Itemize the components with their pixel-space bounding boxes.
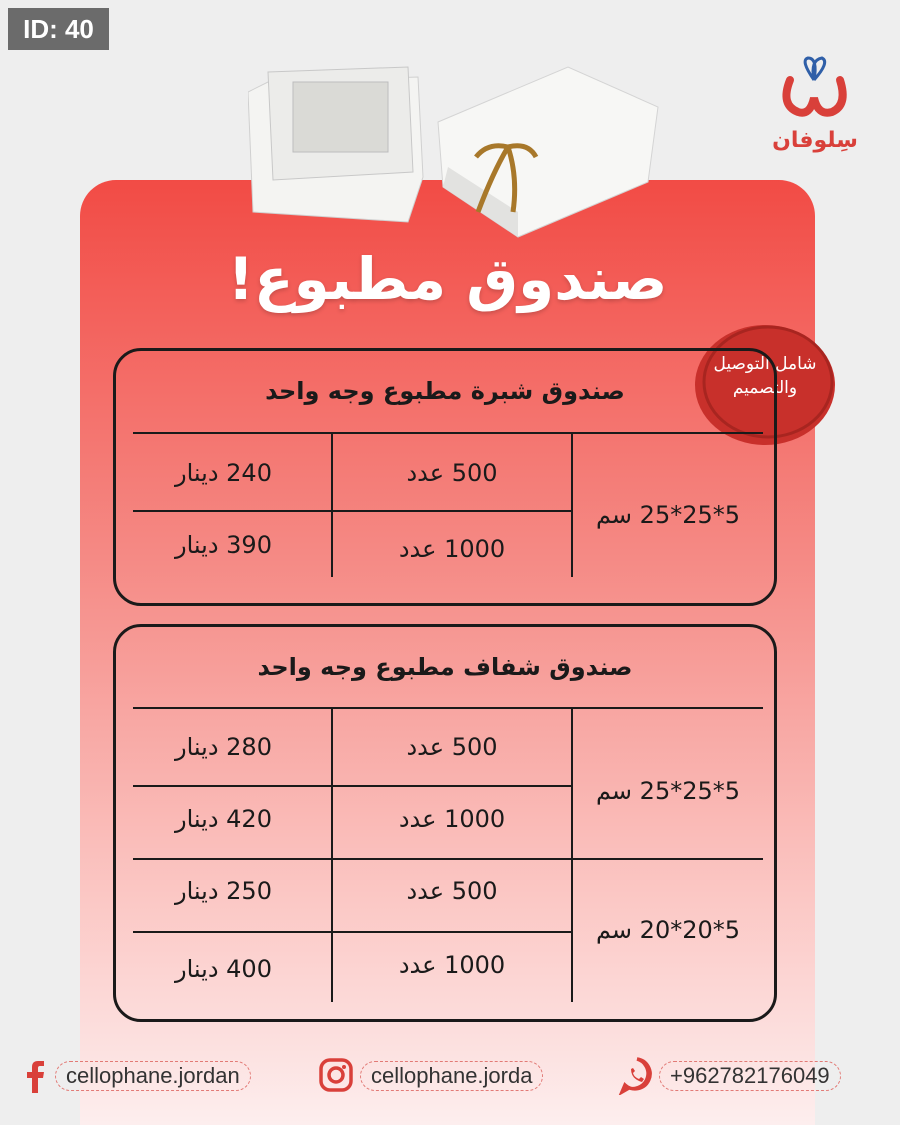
brand-logo: [770, 50, 860, 160]
price-table-1: [113, 348, 777, 606]
table-1-size: 5*25*25 سم: [595, 501, 741, 529]
product-boxes-image: [248, 62, 668, 242]
gift-logo-icon: [770, 50, 860, 130]
stamp-line-1: شامل التوصيل: [713, 354, 817, 374]
page-title: صندوق مطبوع!: [227, 245, 668, 313]
whatsapp-number: +962782176049: [659, 1061, 841, 1091]
table-1-title: صندوق شبرة مطبوع وجه واحد: [265, 377, 625, 405]
table-2-size-1: 5*25*25 سم: [595, 777, 741, 805]
table-2-price-1: 280 دينار: [175, 733, 272, 761]
whatsapp-link[interactable]: [617, 1055, 879, 1095]
price-table-2: [113, 624, 777, 1022]
table-2-price-4: 400 دينار: [175, 955, 272, 983]
facebook-handle: cellophane.jordan: [55, 1061, 251, 1091]
instagram-link[interactable]: [318, 1055, 583, 1095]
table-1-qty-1: 500 عدد: [406, 459, 498, 487]
facebook-link[interactable]: [20, 1055, 280, 1095]
table-2-title: صندوق شفاف مطبوع وجه واحد: [257, 653, 633, 681]
whatsapp-icon: [617, 1055, 657, 1095]
id-badge: ID: 40: [8, 8, 109, 50]
logo-text: سِلوفان: [772, 128, 858, 153]
table-1-qty-2: 1000 عدد: [398, 535, 506, 563]
table-2-qty-3: 500 عدد: [406, 877, 498, 905]
table-2-qty-4: 1000 عدد: [398, 951, 506, 979]
table-2-size-2: 5*20*20 سم: [595, 916, 741, 944]
table-1-price-2: 390 دينار: [175, 531, 272, 559]
table-2-price-2: 420 دينار: [175, 805, 272, 833]
table-2-price-3: 250 دينار: [175, 877, 272, 905]
facebook-icon: [20, 1055, 50, 1095]
table-2-qty-2: 1000 عدد: [398, 805, 506, 833]
table-2-qty-1: 500 عدد: [406, 733, 498, 761]
instagram-icon: [318, 1055, 354, 1095]
instagram-handle: cellophane.jorda: [360, 1061, 543, 1091]
table-1-price-1: 240 دينار: [175, 459, 272, 487]
stamp-line-2: والتصميم: [732, 378, 798, 398]
